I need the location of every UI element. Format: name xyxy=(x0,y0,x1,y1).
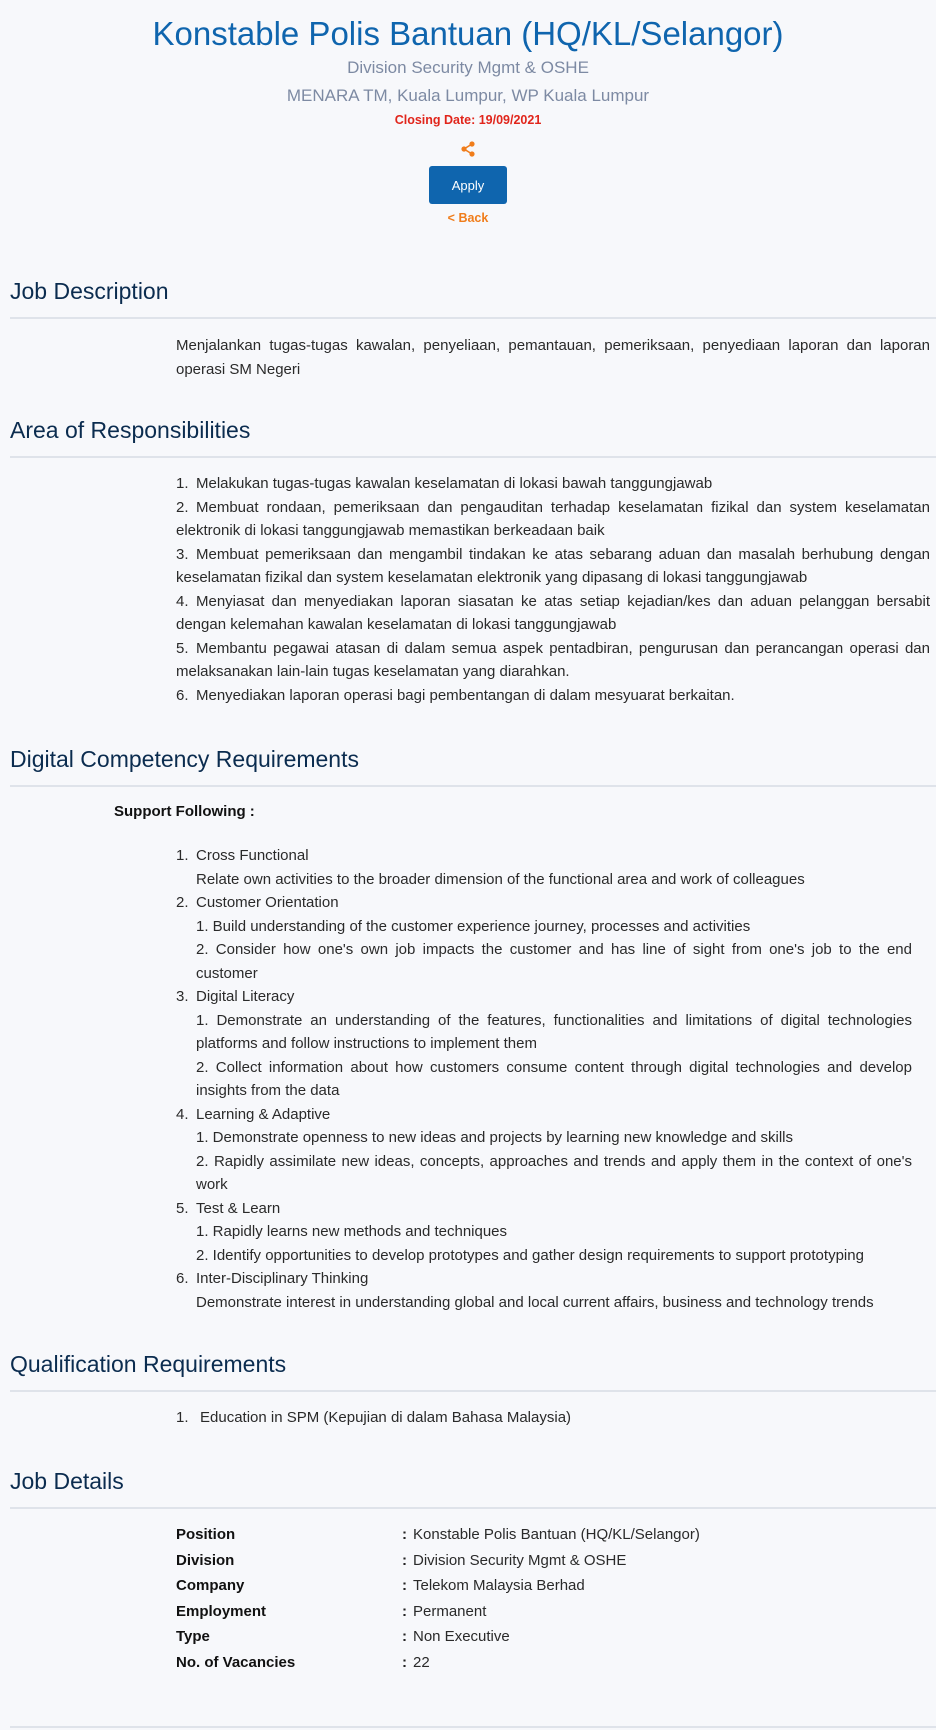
responsibility-text: Membuat rondaan, pemeriksaan dan pengauditan terhadap keselamatan fizikal dan system keselamatan elektronik di lokasi tanggungjawab memastikan berkeadaan baik xyxy=(176,498,930,539)
responsibility-text: Membuat pemeriksaan dan mengambil tindakan ke atas sebarang aduan dan masalah berhubung dengan keselamatan fizikal dan system keselamatan elektronik yang dipasang di lokasi tanggungjawab xyxy=(176,545,930,586)
competency-category xyxy=(176,985,912,1103)
responsibility-item xyxy=(176,684,930,708)
competency-description: Demonstrate interest in understanding global and local current affairs, business and technology trends xyxy=(196,1293,874,1311)
job-location: MENARA TM, Kuala Lumpur, WP Kuala Lumpur xyxy=(286,86,650,105)
competency-number: 6. xyxy=(176,1270,189,1287)
job-detail-row xyxy=(176,1628,700,1654)
competency-description: 2. Consider how one's own job impacts the customer and has line of sight from one's job to the end customer xyxy=(196,941,912,982)
competency-description: 1. Demonstrate an understanding of the features, functionalities and limitations of digital technologies platforms and follow instructions to implement them xyxy=(196,1011,912,1052)
job-details-table xyxy=(176,1526,700,1679)
competency-description: Relate own activities to the broader dimension of the functional area and work of colleagues xyxy=(196,870,805,888)
competency-category xyxy=(176,844,912,891)
job-detail-value: Non Executive xyxy=(413,1628,510,1645)
competency-category xyxy=(176,1267,912,1314)
responsibility-text: Membantu pegawai atasan di dalam semua aspek pentadbiran, pengurusan dan perancangan operasi dan melaksanakan lain-lain tugas keselamatan yang diarahkan. xyxy=(176,639,930,680)
qualification-number: 1. xyxy=(176,1409,189,1426)
job-detail-colon: : xyxy=(402,1526,407,1543)
job-detail-row xyxy=(176,1603,700,1629)
responsibility-item xyxy=(176,590,930,637)
job-detail-label: Employment xyxy=(176,1602,267,1620)
job-detail-value: Permanent xyxy=(413,1602,487,1620)
back-link[interactable]: < Back xyxy=(447,211,489,225)
responsibilities-list xyxy=(176,472,930,707)
responsibility-number: 6. xyxy=(176,686,189,704)
share-icon[interactable] xyxy=(459,140,477,158)
competency-category xyxy=(176,1197,912,1268)
competency-name: Inter-Disciplinary Thinking xyxy=(196,1270,369,1287)
page-title: Konstable Polis Bantuan (HQ/KL/Selangor) xyxy=(152,15,784,52)
job-detail-row xyxy=(176,1654,700,1680)
competency-description: 1. Build understanding of the customer experience journey, processes and activities xyxy=(196,917,751,935)
section-title-responsibilities: Area of Responsibilities xyxy=(10,417,936,458)
responsibility-text: Menyiasat dan menyediakan laporan siasatan ke atas setiap kejadian/kes dan aduan pelanggan bersabit dengan kelemahan kawalan keselamatan di lokasi tanggungjawab xyxy=(176,592,930,633)
support-following-label: Support Following : xyxy=(114,803,255,820)
job-detail-value: Telekom Malaysia Berhad xyxy=(413,1577,585,1594)
job-detail-colon: : xyxy=(402,1577,407,1594)
responsibility-text: Melakukan tugas-tugas kawalan keselamatan di lokasi bawah tanggungjawab xyxy=(196,475,713,492)
job-detail-label: Division xyxy=(176,1551,235,1569)
competency-number: 5. xyxy=(176,1199,189,1217)
job-detail-value: Division Security Mgmt & OSHE xyxy=(413,1551,627,1569)
competency-name: Cross Functional xyxy=(196,847,309,864)
job-detail-row xyxy=(176,1577,700,1603)
responsibility-item xyxy=(176,496,930,543)
job-detail-colon: : xyxy=(402,1628,407,1645)
job-division: Division Security Mgmt & OSHE xyxy=(347,58,589,77)
job-header xyxy=(0,0,936,225)
closing-date: Closing Date: 19/09/2021 xyxy=(394,113,542,127)
responsibility-item xyxy=(176,543,930,590)
job-detail-colon: : xyxy=(402,1602,407,1620)
competency-name: Customer Orientation xyxy=(196,894,339,911)
competency-description: 2. Collect information about how customers consume content through digital technologies and develop insights from the data xyxy=(196,1058,912,1099)
job-description-text: Menjalankan tugas-tugas kawalan, penyeliaan, pemantauan, pemeriksaan, penyediaan laporan dan laporan operasi SM Negeri xyxy=(176,337,930,378)
job-detail-colon: : xyxy=(402,1653,407,1671)
competency-name: Test & Learn xyxy=(196,1199,281,1217)
bottom-divider xyxy=(10,1726,936,1728)
competency-number: 3. xyxy=(176,988,189,1005)
competency-description: 1. Demonstrate openness to new ideas and projects by learning new knowledge and skills xyxy=(196,1129,794,1146)
job-detail-row xyxy=(176,1526,700,1552)
section-title-job-description: Job Description xyxy=(10,278,936,319)
competency-description: 2. Identify opportunities to develop prototypes and gather design requirements to support prototyping xyxy=(196,1246,864,1264)
job-detail-value: 22 xyxy=(413,1653,430,1671)
qualification-list xyxy=(176,1406,571,1429)
competency-category xyxy=(176,891,912,985)
qualification-item xyxy=(176,1406,571,1429)
competency-list xyxy=(176,844,912,1314)
job-detail-colon: : xyxy=(402,1551,407,1569)
responsibility-item xyxy=(176,637,930,684)
job-detail-label: No. of Vacancies xyxy=(176,1653,296,1671)
competency-number: 2. xyxy=(176,894,189,911)
competency-description: 2. Rapidly assimilate new ideas, concepts, approaches and trends and apply them in the context of one's work xyxy=(196,1152,912,1193)
job-detail-label: Company xyxy=(176,1577,245,1594)
section-title-job-details: Job Details xyxy=(10,1468,936,1509)
section-title-digital-competency: Digital Competency Requirements xyxy=(10,746,936,787)
competency-name: Learning & Adaptive xyxy=(196,1105,331,1123)
responsibility-number: 3. xyxy=(176,545,189,563)
qualification-text: Education in SPM (Kepujian di dalam Bahasa Malaysia) xyxy=(200,1409,572,1426)
job-detail-label: Position xyxy=(176,1526,236,1543)
responsibility-item xyxy=(176,472,930,496)
responsibility-text: Menyediakan laporan operasi bagi pembentangan di dalam mesyuarat berkaitan. xyxy=(196,686,735,704)
responsibility-number: 4. xyxy=(176,592,189,610)
job-detail-value: Konstable Polis Bantuan (HQ/KL/Selangor) xyxy=(413,1526,700,1543)
apply-button[interactable]: Apply xyxy=(429,166,507,204)
job-detail-row xyxy=(176,1552,700,1578)
section-title-qualification: Qualification Requirements xyxy=(10,1351,936,1392)
responsibility-number: 2. xyxy=(176,498,189,516)
competency-number: 1. xyxy=(176,847,189,864)
competency-category xyxy=(176,1103,912,1197)
competency-number: 4. xyxy=(176,1105,189,1123)
responsibility-number: 5. xyxy=(176,639,189,657)
responsibility-number: 1. xyxy=(176,475,189,492)
competency-name: Digital Literacy xyxy=(196,988,295,1005)
job-detail-label: Type xyxy=(176,1628,210,1645)
competency-description: 1. Rapidly learns new methods and techniques xyxy=(196,1223,508,1240)
